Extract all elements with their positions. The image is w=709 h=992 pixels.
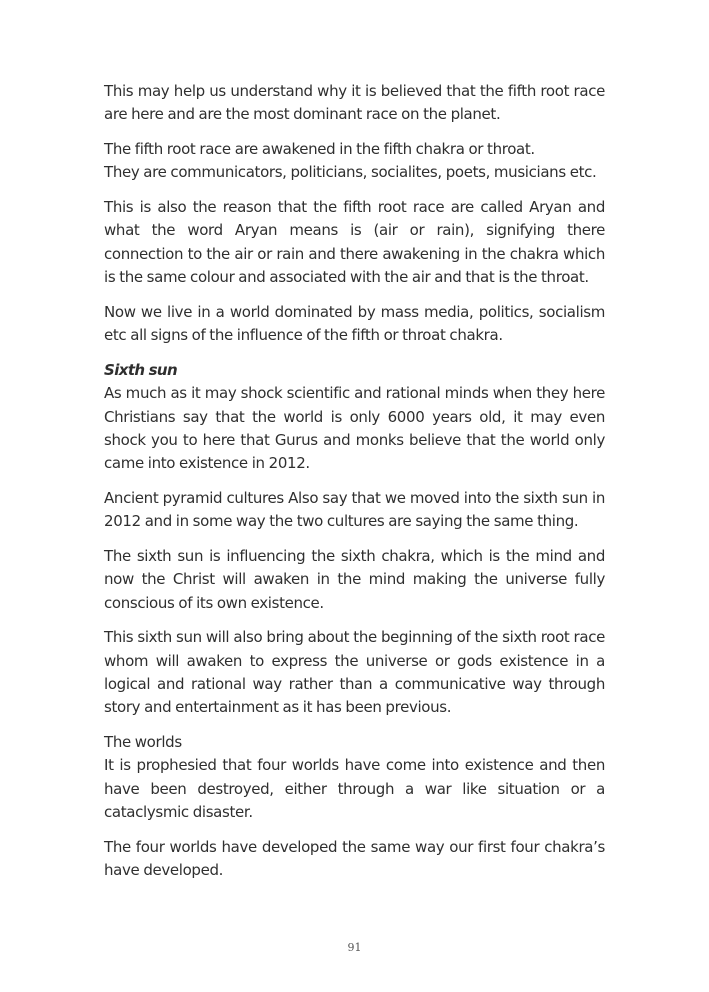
paragraph: It is prophesied that four worlds have come into existence and then have been destroyed, either through a war like situation or a cataclysmic disaster.	[104, 756, 605, 822]
paragraph: The sixth sun is influencing the sixth chakra, which is the mind and now the Christ will awaken in the mind making the universe fully conscious of its own existence.	[104, 547, 605, 612]
paragraph	[104, 138, 605, 185]
paragraph: The four worlds have developed the same way our first four chakra’s have developed.	[104, 837, 605, 880]
paragraph: This is also the reason that the fifth root race are called Aryan and what the word Aryan means is (air or rain), signifying there connection to the air or rain and there awakening in the chakra which is the same colour and associated with the air and that is the throat.	[104, 198, 605, 287]
section-heading: The worlds	[104, 733, 182, 752]
body-text	[104, 80, 605, 894]
paragraph: As much as it may shock scientific and rational minds when they here Christians say that the world is only 6000 years old, it may even shock you to here that Gurus and monks believe that the world only came into existence in 2012.	[104, 384, 605, 473]
section-the-worlds	[104, 731, 605, 824]
page-number: 91	[347, 941, 362, 954]
paragraph: This sixth sun will also bring about the beginning of the sixth root race whom will awaken to express the universe or gods existence in a logical and rational way rather than a communicative way through story and entertainment as it has been previous.	[104, 628, 605, 717]
paragraph-line: They are communicators, politicians, socialites, poets, musicians etc.	[104, 163, 597, 182]
paragraph: This may help us understand why it is believed that the fifth root race are here and are the most dominant race on the planet.	[104, 82, 605, 124]
section-heading: Sixth sun	[104, 360, 178, 379]
section-sixth-sun	[104, 359, 605, 475]
paragraph: Now we live in a world dominated by mass media, politics, socialism etc all signs of the influence of the fifth or throat chakra.	[104, 302, 605, 345]
paragraph: Ancient pyramid cultures Also say that we moved into the sixth sun in 2012 and in some way the two cultures are saying the same thing.	[104, 488, 605, 531]
paragraph-line: The fifth root race are awakened in the fifth chakra or throat.	[104, 140, 535, 159]
